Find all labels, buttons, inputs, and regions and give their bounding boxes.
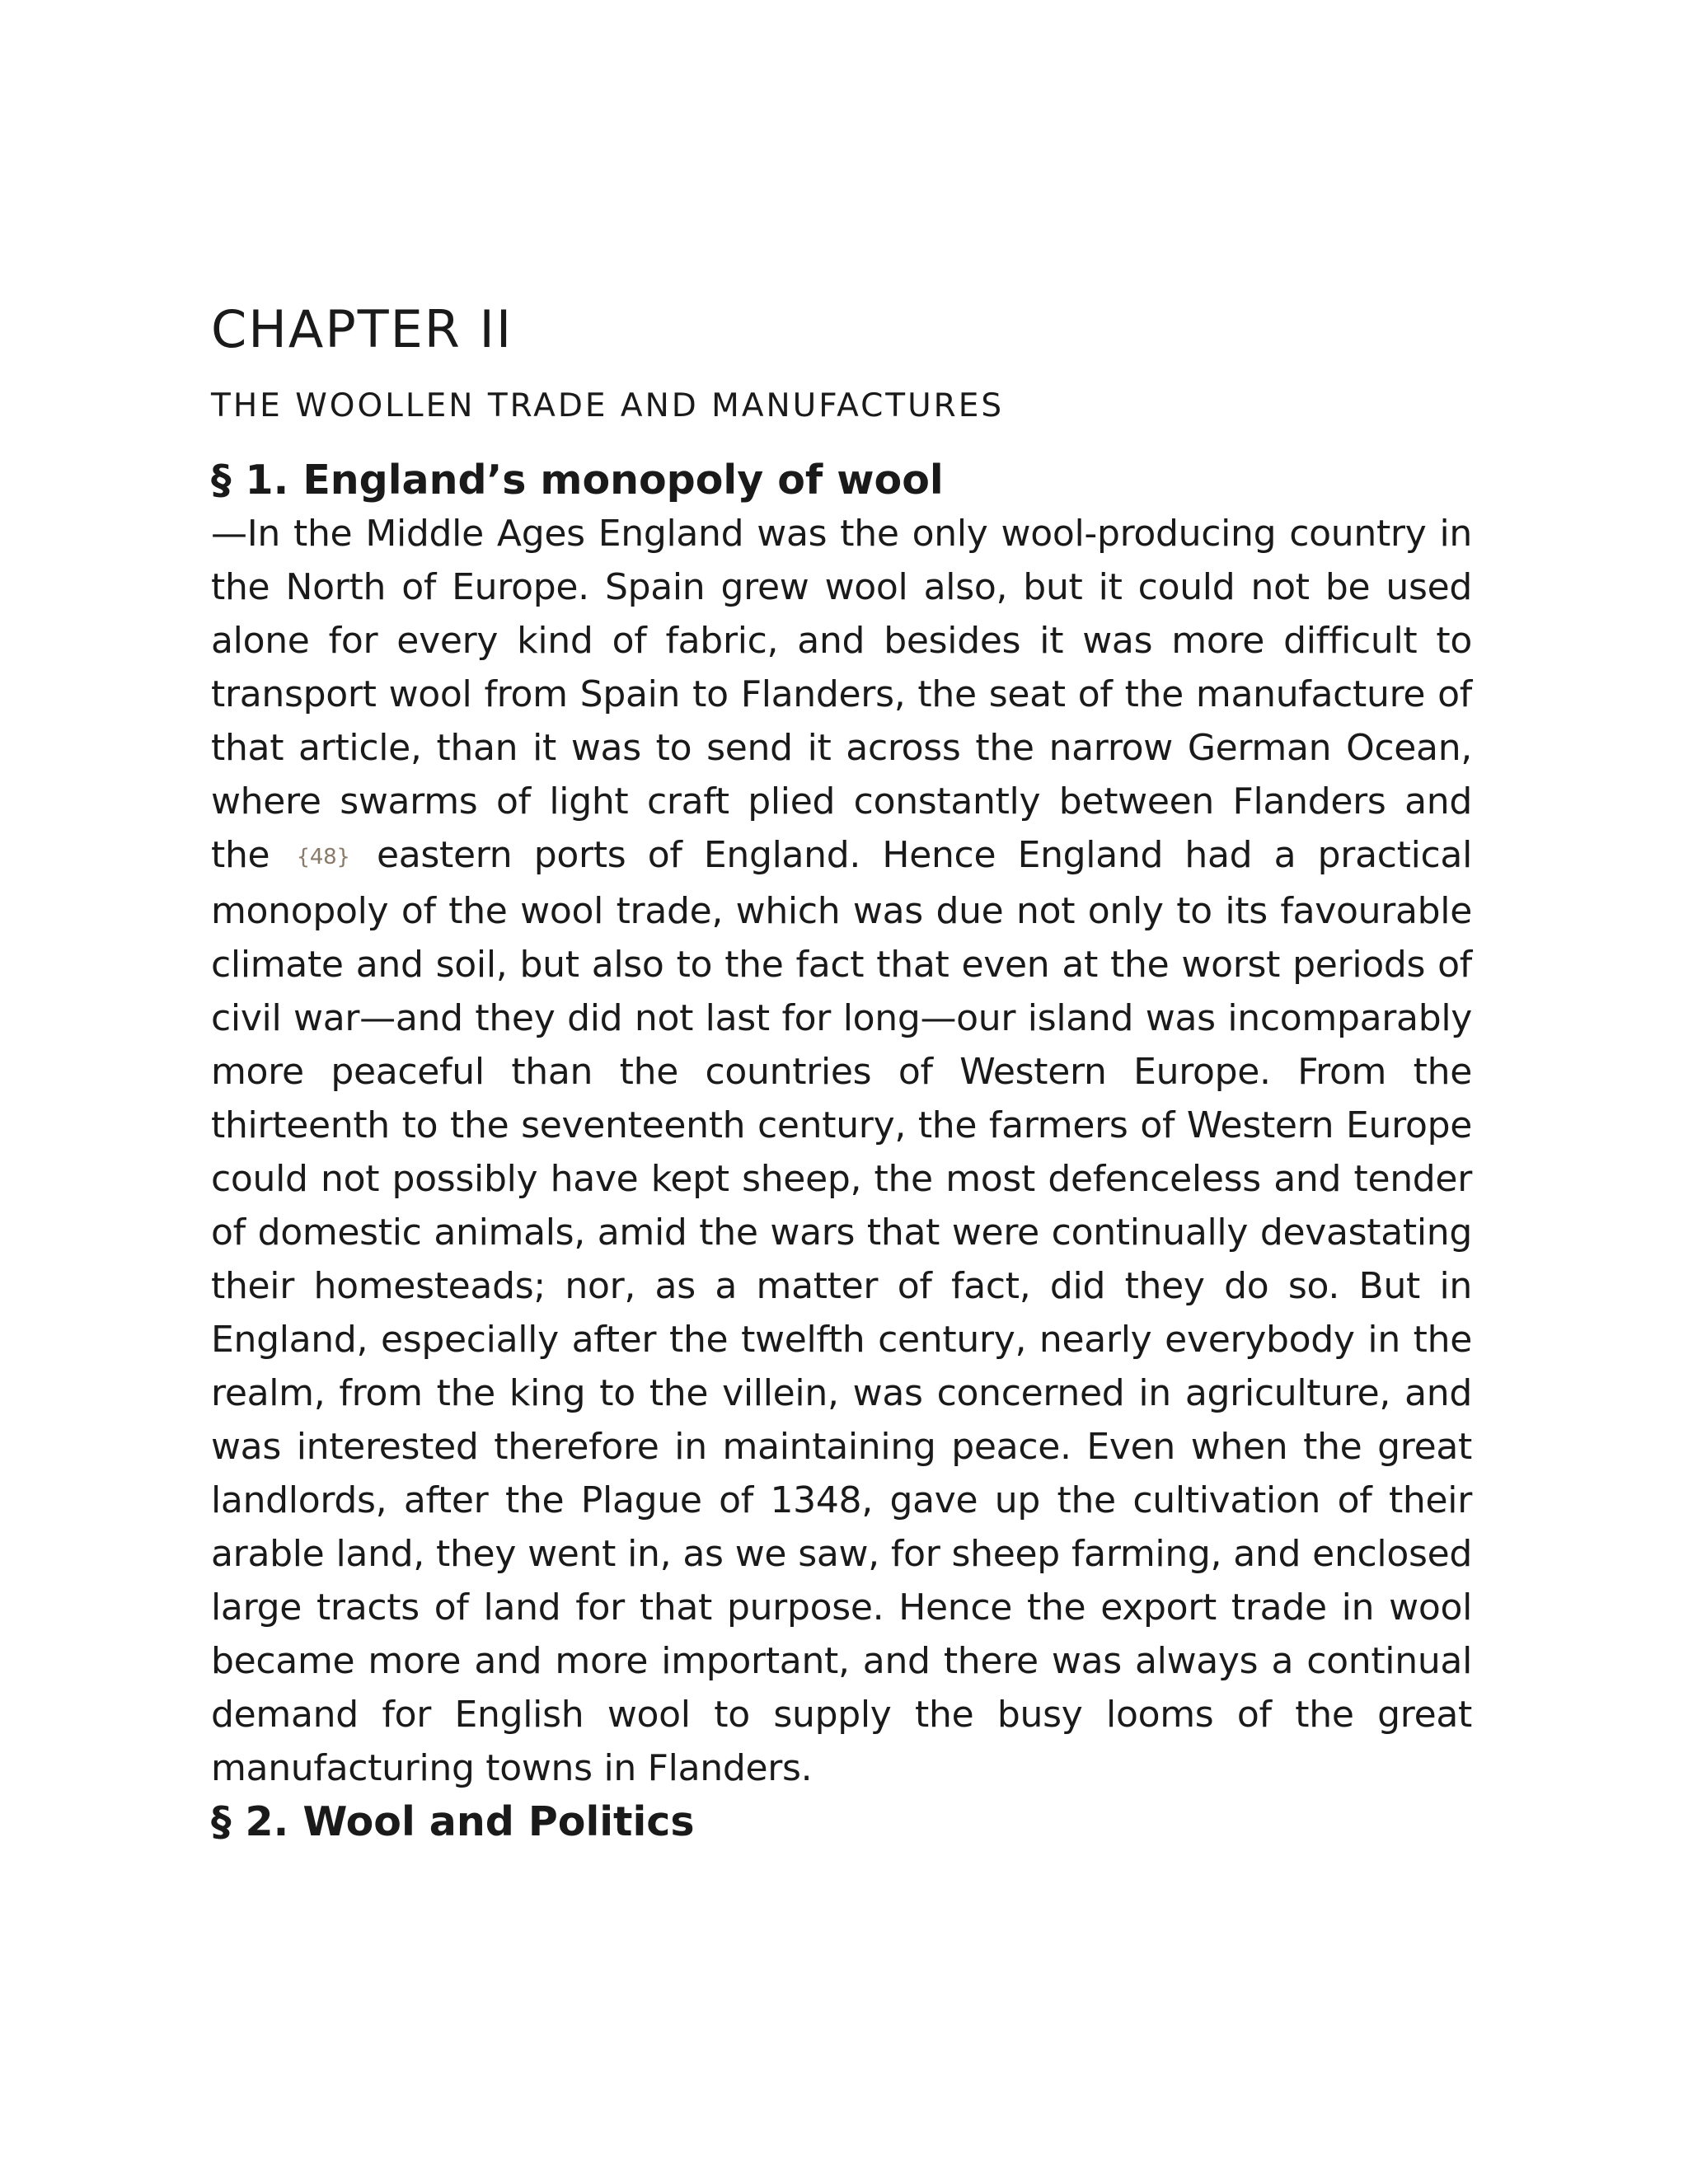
page-number-reference[interactable]: {48} [296,845,350,869]
section-heading-2: § 2. Wool and Politics [211,1798,695,1845]
chapter-subtitle: THE WOOLLEN TRADE AND MANUFACTURES [211,387,1005,424]
document-page [211,297,1472,1849]
paragraph-text-part-1: —In the Middle Ages England was the only wool-producing country in the North of Europe. Spain grew wool also, but it could not be used alone for every kind of fabric, and besides it was more difficult to transport wool from Spain to Flanders, the seat of the manufacture of that article, than it was to send it across the narrow German Ocean, where swarms of light craft plied constantly between Flanders and the [211,513,1472,876]
chapter-title: CHAPTER II [211,299,513,359]
section-1-paragraph [211,507,1472,1795]
section-heading-1: § 1. England’s monopoly of wool [211,457,944,504]
paragraph-text-part-2: eastern ports of England. Hence England had a practical monopoly of the wool trade, which was due not only to its favourable climate and soil, but also to the fact that even at the worst periods of civil war—and they did not last for long—our island was incomparably more peaceful than the countries of Western Europe. From the thirteenth to the seventeenth century, the farmers of Western Europe could not possibly have kept sheep, the most defenceless and tender of domestic animals, amid the wars that were continually devastating their homesteads; nor, as a matter of fact, did they do so. But in England, especially after the twelfth century, nearly everybody in the realm, from the king to the villein, was concerned in agriculture, and was interested therefore in maintaining peace. Even when the great landlords, after the Plague of 1348, gave up the cultivation of their arable land, they went in, as we saw, for sheep farming, and enclosed large tracts of land for that purpose. Hence the export trade in wool became more and more important, and there was always a continual demand for English wool to supply the busy looms of the great manufacturing towns in Flanders. [211,834,1473,1789]
